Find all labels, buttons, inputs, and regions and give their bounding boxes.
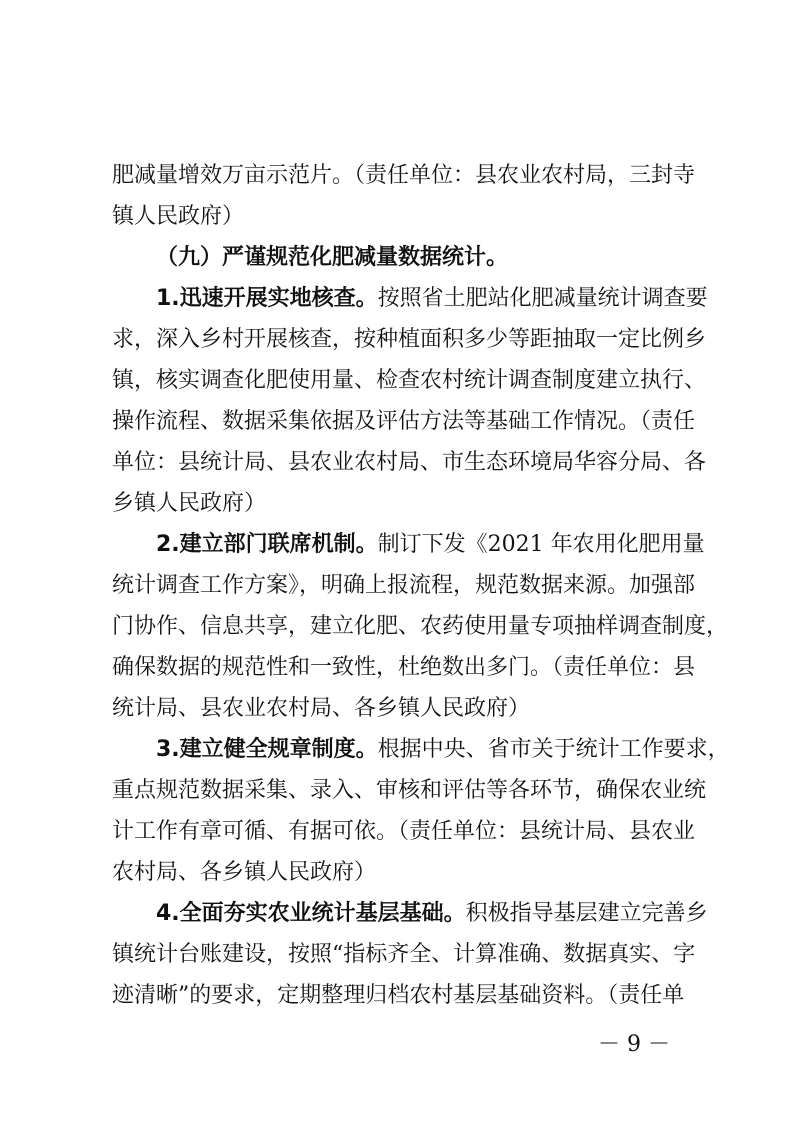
text-run: 积极指导基层建立完善乡 [465,901,708,926]
paragraph-4-first-line [156,901,708,927]
text-line: 单位：县统计局、县农业农村局、市生态环境局华容分局、各 [112,450,707,475]
text-line: 迹清晰”的要求，定期整理归档农村基层基础资料。（责任单 [112,983,685,1008]
text-line: 确保数据的规范性和一致性，杜绝数出多门。（责任单位：县 [112,655,696,680]
section-heading: （九）严谨规范化肥减量数据统计。 [156,245,509,270]
text-line: 统计局、县农业农村局、各乡镇人民政府） [112,696,531,721]
text-line: 肥减量增效万亩示范片。（责任单位：县农业农村局，三封寺 [112,163,696,188]
text-line: 统计调查工作方案》，明确上报流程，规范数据来源。加强部 [112,573,696,598]
text-run: 按照省土肥站化肥减量统计调查要 [377,286,708,311]
item-heading: 4.全面夯实农业统计基层基础。 [156,901,466,926]
item-heading: 2.建立部门联席机制。 [156,532,378,557]
text-line: 镇，核实调查化肥使用量、检查农村统计调查制度建立执行、 [112,368,707,393]
paragraph-3-first-line [156,737,730,763]
text-line: 乡镇人民政府） [112,491,267,516]
text-line: 重点规范数据采集、录入、审核和评估等各环节，确保农业统 [112,778,707,803]
text-line: 镇统计台账建设，按照“指标齐全、计算准确、数据真实、字 [112,942,696,967]
text-line: 计工作有章可循、有据可依。（责任单位：县统计局、县农业 [112,819,696,844]
text-line: 镇人民政府） [112,204,245,229]
item-heading: 3.建立健全规章制度。 [156,737,378,762]
text-run: 根据中央、省市关于统计工作要求， [377,737,730,762]
page-number: － 9 － [598,1032,670,1057]
text-line: 求，深入乡村开展核查，按种植面积多少等距抽取一定比例乡 [112,327,707,352]
text-line: 农村局、各乡镇人民政府） [112,860,377,885]
text-line: 操作流程、数据采集依据及评估方法等基础工作情况。（责任 [112,409,696,434]
text-run: 制订下发《2021 年农用化肥用量 [377,532,705,557]
paragraph-1-first-line [156,286,708,312]
paragraph-2-first-line [156,532,705,558]
text-line: 门协作、信息共享，建立化肥、农药使用量专项抽样调查制度， [112,614,729,639]
item-heading: 1.迅速开展实地核查。 [156,286,378,311]
